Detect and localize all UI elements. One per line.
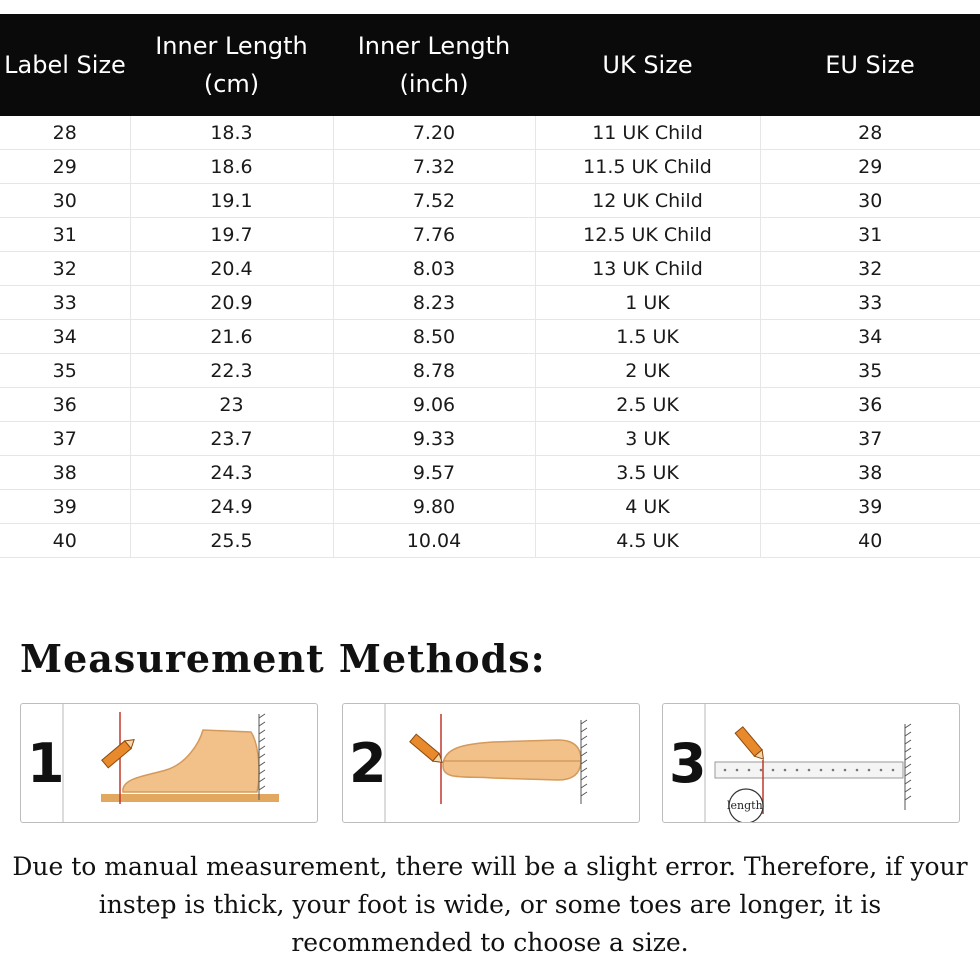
top-margin	[0, 0, 980, 14]
table-cell: 12 UK Child	[535, 184, 760, 218]
table-cell: 24.3	[130, 456, 333, 490]
table-cell: 21.6	[130, 320, 333, 354]
table-cell: 32	[760, 252, 980, 286]
column-header	[535, 14, 760, 116]
table-cell: 7.52	[333, 184, 535, 218]
table-cell: 12.5 UK Child	[535, 218, 760, 252]
column-header-line: Inner Length	[155, 32, 308, 60]
table-cell: 31	[760, 218, 980, 252]
foot-top-view-icon	[343, 704, 640, 823]
table-cell: 25.5	[130, 524, 333, 558]
table-cell: 18.3	[130, 116, 333, 150]
table-cell: 18.6	[130, 150, 333, 184]
table-cell: 40	[0, 524, 130, 558]
table-cell: 34	[0, 320, 130, 354]
table-cell: 10.04	[333, 524, 535, 558]
column-header	[130, 14, 333, 116]
column-header-line: Label Size	[4, 51, 126, 79]
table-cell: 8.78	[333, 354, 535, 388]
table-row	[0, 422, 980, 456]
table-cell: 29	[760, 150, 980, 184]
table-row	[0, 150, 980, 184]
step-number: 3	[669, 732, 707, 795]
method-step-2	[342, 703, 640, 823]
table-cell: 36	[0, 388, 130, 422]
table-cell: 30	[760, 184, 980, 218]
table-cell: 8.23	[333, 286, 535, 320]
table-cell: 33	[0, 286, 130, 320]
table-cell: 7.76	[333, 218, 535, 252]
table-cell: 2 UK	[535, 354, 760, 388]
column-header-unit: (cm)	[203, 70, 260, 98]
table-cell: 2.5 UK	[535, 388, 760, 422]
column-header	[760, 14, 980, 116]
table-cell: 8.03	[333, 252, 535, 286]
table-cell: 24.9	[130, 490, 333, 524]
table-row	[0, 388, 980, 422]
table-row	[0, 252, 980, 286]
table-row	[0, 286, 980, 320]
table-cell: 38	[760, 456, 980, 490]
table-cell: 19.7	[130, 218, 333, 252]
column-header-unit: (inch)	[399, 70, 469, 98]
ruler-length-icon	[663, 704, 960, 823]
table-cell: 37	[0, 422, 130, 456]
table-row	[0, 354, 980, 388]
table-cell: 3 UK	[535, 422, 760, 456]
length-label: length	[727, 799, 763, 812]
table-cell: 13 UK Child	[535, 252, 760, 286]
table-header-row	[0, 14, 980, 116]
table-cell: 36	[760, 388, 980, 422]
table-row	[0, 456, 980, 490]
table-cell: 4.5 UK	[535, 524, 760, 558]
table-cell: 35	[760, 354, 980, 388]
table-cell: 39	[760, 490, 980, 524]
table-cell: 33	[760, 286, 980, 320]
table-row	[0, 218, 980, 252]
table-cell: 1.5 UK	[535, 320, 760, 354]
column-header-line: EU Size	[825, 51, 915, 79]
table-cell: 28	[0, 116, 130, 150]
table-cell: 32	[0, 252, 130, 286]
table-cell: 7.20	[333, 116, 535, 150]
table-cell: 20.9	[130, 286, 333, 320]
size-chart-table	[0, 14, 980, 558]
table-cell: 9.80	[333, 490, 535, 524]
table-cell: 34	[760, 320, 980, 354]
column-header-line: Inner Length	[357, 32, 511, 60]
table-cell: 3.5 UK	[535, 456, 760, 490]
column-header-line: UK Size	[602, 51, 693, 79]
table-cell: 19.1	[130, 184, 333, 218]
table-cell: 11 UK Child	[535, 116, 760, 150]
table-cell: 23.7	[130, 422, 333, 456]
table-cell: 8.50	[333, 320, 535, 354]
table-row	[0, 490, 980, 524]
method-step-1	[20, 703, 318, 823]
table-cell: 1 UK	[535, 286, 760, 320]
table-cell: 7.32	[333, 150, 535, 184]
section-title: Measurement Methods:	[20, 636, 546, 681]
table-cell: 29	[0, 150, 130, 184]
table-cell: 9.33	[333, 422, 535, 456]
table-row	[0, 524, 980, 558]
table-cell: 23	[130, 388, 333, 422]
step-number: 1	[27, 732, 65, 795]
table-cell: 9.06	[333, 388, 535, 422]
table-cell: 37	[760, 422, 980, 456]
table-cell: 40	[760, 524, 980, 558]
method-step-3	[662, 703, 960, 823]
table-cell: 22.3	[130, 354, 333, 388]
table-cell: 9.57	[333, 456, 535, 490]
table-cell: 31	[0, 218, 130, 252]
table-cell: 20.4	[130, 252, 333, 286]
table-row	[0, 116, 980, 150]
table-cell: 4 UK	[535, 490, 760, 524]
table-cell: 38	[0, 456, 130, 490]
table-cell: 39	[0, 490, 130, 524]
table-cell: 30	[0, 184, 130, 218]
step-number: 2	[349, 732, 387, 795]
column-header	[333, 14, 535, 116]
table-cell: 28	[760, 116, 980, 150]
table-row	[0, 320, 980, 354]
measurement-note: Due to manual measurement, there will be a slight error. Therefore, if your instep is thick, your foot is wide, or some toes are longer, it is recommended to choose a size.	[12, 852, 968, 957]
foot-side-view-icon	[21, 704, 318, 823]
table-cell: 11.5 UK Child	[535, 150, 760, 184]
column-header	[0, 14, 130, 116]
table-cell: 35	[0, 354, 130, 388]
table-row	[0, 184, 980, 218]
table-body	[0, 116, 980, 558]
